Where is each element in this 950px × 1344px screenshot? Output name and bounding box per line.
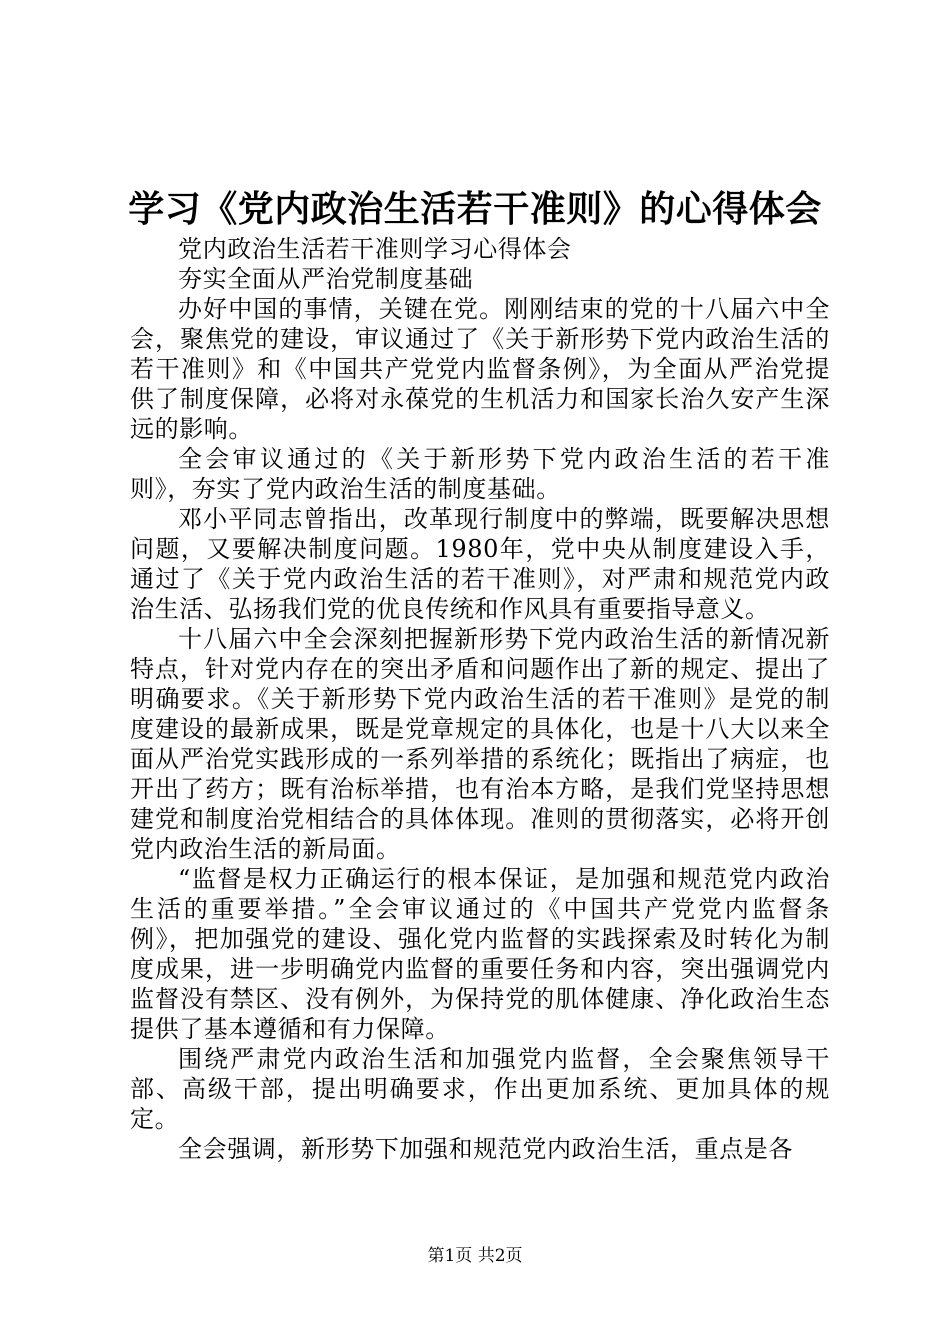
subtitle-line: 党内政治生活若干准则学习心得体会 [178, 235, 572, 263]
document-title: 学习《党内政治生活若干准则》的心得体会 [128, 188, 822, 230]
paragraph: 办好中国的事情，关键在党。刚刚结束的党的十八届六中全会，聚焦党的建设，审议通过了《关于新形势下党内政治生活的若干准则》和《中国共产党党内监督条例》，为全面从严治党提供了制度保障，必将对永葆党的生机活力和国家长治久安产生深远的影响。 [130, 295, 830, 443]
paragraph: 邓小平同志曾指出，改革现行制度中的弊端，既要解决思想问题，又要解决制度问题。1980年，党中央从制度建设入手，通过了《关于党内政治生活的若干准则》，对严肃和规范党内政治生活、弘扬我们党的优良传统和作风具有重要指导意义。 [130, 505, 830, 623]
paragraph: 十八届六中全会深刻把握新形势下党内政治生活的新情况新特点，针对党内存在的突出矛盾和问题作出了新的规定、提出了明确要求。《关于新形势下党内政治生活的若干准则》是党的制度建设的最新成果，既是党章规定的具体化，也是十八大以来全面从严治党实践形成的一系列举措的系统化；既指出了病症，也开出了药方；既有治标举措，也有治本方略，是我们党坚持思想建党和制度治党相结合的具体体现。准则的贯彻落实，必将开创党内政治生活的新局面。 [130, 625, 830, 863]
document-body [130, 234, 830, 1164]
section-heading: 夯实全面从严治党制度基础 [178, 265, 474, 293]
paragraph: 全会强调，新形势下加强和规范党内政治生活，重点是各 [178, 1135, 793, 1163]
paragraph: 全会审议通过的《关于新形势下党内政治生活的若干准则》，夯实了党内政治生活的制度基础。 [130, 445, 830, 503]
paragraph: 围绕严肃党内政治生活和加强党内监督，全会聚焦领导干部、高级干部，提出明确要求，作出更加系统、更加具体的规定。 [130, 1045, 830, 1133]
page-number-footer: 第1页 共2页 [427, 1246, 523, 1266]
paragraph: “监督是权力正确运行的根本保证，是加强和规范党内政治生活的重要举措。”全会审议通过的《中国共产党党内监督条例》，把加强党的建设、强化党内监督的实践探索及时转化为制度成果，进一步明确党内监督的重要任务和内容，突出强调党内监督没有禁区、没有例外，为保持党的肌体健康、净化政治生态提供了基本遵循和有力保障。 [130, 865, 830, 1043]
